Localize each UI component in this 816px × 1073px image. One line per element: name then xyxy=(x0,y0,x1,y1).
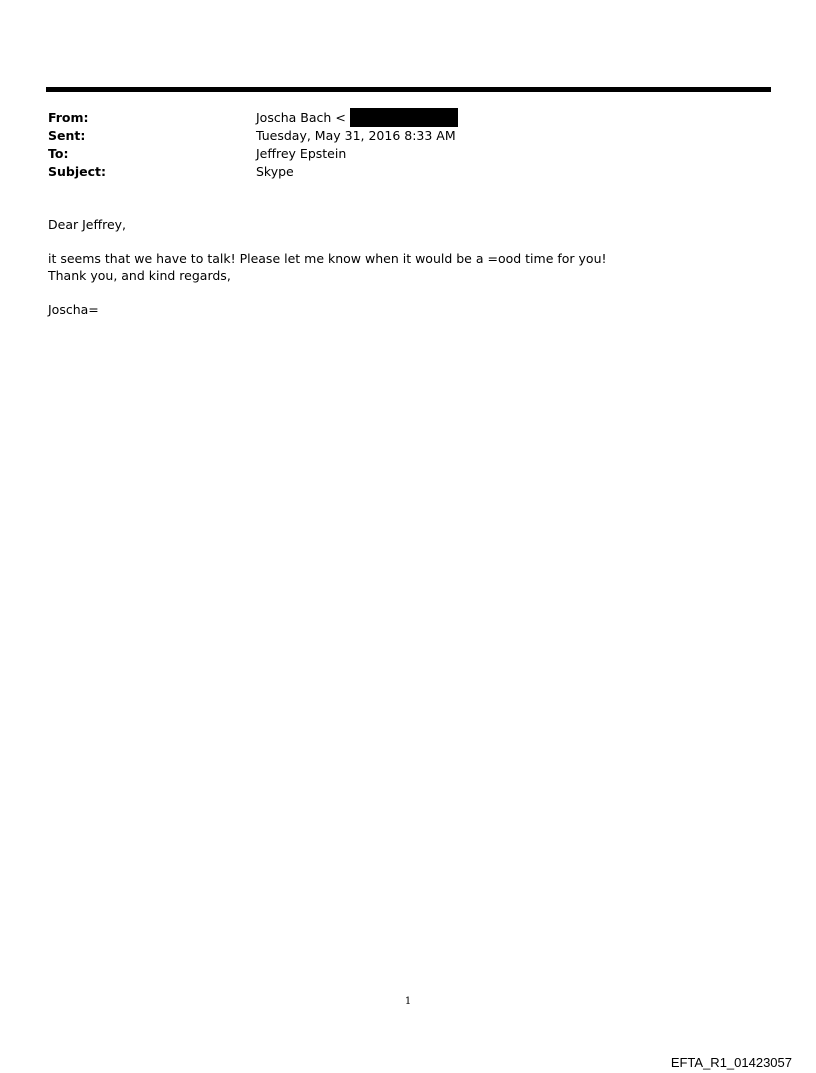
subject-label: Subject: xyxy=(48,163,106,179)
subject-value: Skype xyxy=(256,163,294,179)
greeting: Dear Jeffrey, xyxy=(48,217,127,232)
to-value: Jeffrey Epstein xyxy=(256,145,347,161)
sender-delimiter: < xyxy=(335,109,346,125)
sent-label: Sent: xyxy=(48,127,86,143)
body-line-2: Thank you, and kind regards, xyxy=(48,268,231,283)
to-label: To: xyxy=(48,145,69,161)
from-label: From: xyxy=(48,109,89,125)
document-id: EFTA_R1_01423057 xyxy=(670,1055,792,1070)
redaction-block xyxy=(350,108,458,127)
email-body xyxy=(48,216,768,318)
to-row xyxy=(48,144,748,162)
subject-row xyxy=(48,162,748,180)
header-divider xyxy=(46,87,771,92)
page-number: 1 xyxy=(404,996,412,1007)
signature: Joscha= xyxy=(48,302,99,317)
body-line-1: it seems that we have to talk! Please let me know when it would be a =ood time for you! xyxy=(48,251,607,266)
sent-row xyxy=(48,126,748,144)
from-row xyxy=(48,108,748,126)
sender-name: Joscha Bach xyxy=(256,109,332,125)
sent-value: Tuesday, May 31, 2016 8:33 AM xyxy=(256,127,456,143)
email-header xyxy=(48,108,748,180)
from-value xyxy=(256,108,458,127)
